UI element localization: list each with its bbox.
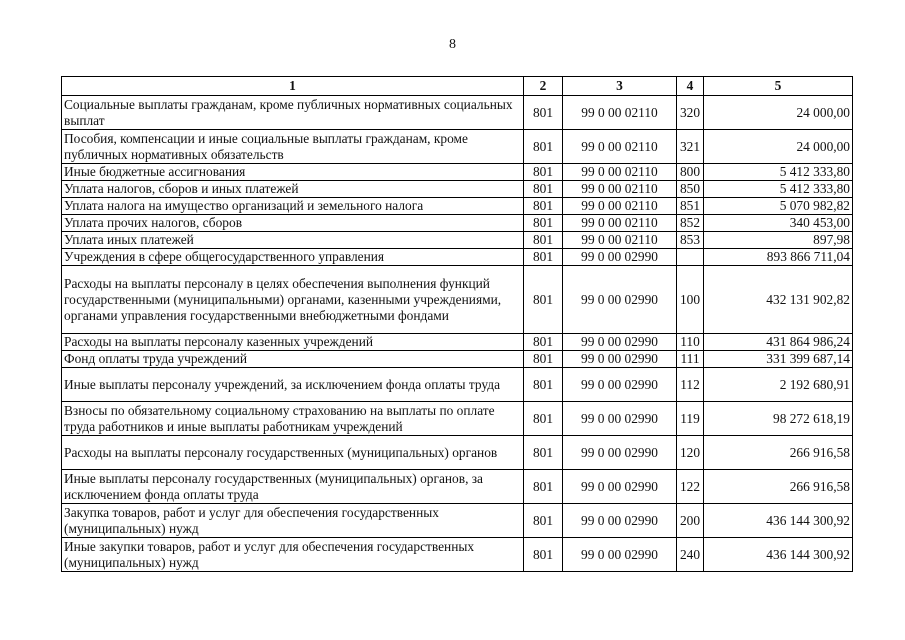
row-amount: 266 916,58 bbox=[704, 470, 853, 504]
row-expense-type: 111 bbox=[677, 351, 704, 368]
row-amount: 432 131 902,82 bbox=[704, 266, 853, 334]
row-expense-type: 120 bbox=[677, 436, 704, 470]
row-amount: 5 412 333,80 bbox=[704, 164, 853, 181]
row-expense-type: 853 bbox=[677, 232, 704, 249]
header-col-3: 3 bbox=[563, 77, 677, 96]
row-amount: 436 144 300,92 bbox=[704, 504, 853, 538]
row-target-code: 99 0 00 02990 bbox=[563, 470, 677, 504]
row-expense-type: 122 bbox=[677, 470, 704, 504]
row-name: Иные выплаты персоналу учреждений, за исключением фонда оплаты труда bbox=[62, 368, 524, 402]
row-section: 801 bbox=[524, 504, 563, 538]
table-row bbox=[62, 130, 853, 164]
row-amount: 24 000,00 bbox=[704, 96, 853, 130]
table-row bbox=[62, 470, 853, 504]
table-row bbox=[62, 232, 853, 249]
header-row bbox=[62, 77, 853, 96]
row-expense-type: 112 bbox=[677, 368, 704, 402]
row-target-code: 99 0 00 02990 bbox=[563, 436, 677, 470]
row-target-code: 99 0 00 02990 bbox=[563, 402, 677, 436]
row-section: 801 bbox=[524, 164, 563, 181]
table-row bbox=[62, 266, 853, 334]
row-name: Социальные выплаты гражданам, кроме публичных нормативных социальных выплат bbox=[62, 96, 524, 130]
row-target-code: 99 0 00 02110 bbox=[563, 215, 677, 232]
row-target-code: 99 0 00 02110 bbox=[563, 181, 677, 198]
row-expense-type: 850 bbox=[677, 181, 704, 198]
row-name: Фонд оплаты труда учреждений bbox=[62, 351, 524, 368]
row-amount: 331 399 687,14 bbox=[704, 351, 853, 368]
table-row bbox=[62, 504, 853, 538]
row-name: Расходы на выплаты персоналу казенных учреждений bbox=[62, 334, 524, 351]
row-expense-type: 119 bbox=[677, 402, 704, 436]
row-section: 801 bbox=[524, 538, 563, 572]
row-name: Учреждения в сфере общегосударственного управления bbox=[62, 249, 524, 266]
row-amount: 431 864 986,24 bbox=[704, 334, 853, 351]
row-target-code: 99 0 00 02110 bbox=[563, 198, 677, 215]
header-col-1: 1 bbox=[62, 77, 524, 96]
row-expense-type: 240 bbox=[677, 538, 704, 572]
row-target-code: 99 0 00 02110 bbox=[563, 96, 677, 130]
row-target-code: 99 0 00 02990 bbox=[563, 351, 677, 368]
row-expense-type bbox=[677, 249, 704, 266]
row-name: Уплата иных платежей bbox=[62, 232, 524, 249]
row-name: Уплата налогов, сборов и иных платежей bbox=[62, 181, 524, 198]
row-expense-type: 200 bbox=[677, 504, 704, 538]
row-target-code: 99 0 00 02990 bbox=[563, 266, 677, 334]
row-target-code: 99 0 00 02990 bbox=[563, 249, 677, 266]
row-name: Уплата налога на имущество организаций и земельного налога bbox=[62, 198, 524, 215]
row-name: Расходы на выплаты персоналу государственных (муниципальных) органов bbox=[62, 436, 524, 470]
row-target-code: 99 0 00 02110 bbox=[563, 232, 677, 249]
row-amount: 5 412 333,80 bbox=[704, 181, 853, 198]
row-amount: 24 000,00 bbox=[704, 130, 853, 164]
row-expense-type: 851 bbox=[677, 198, 704, 215]
row-expense-type: 800 bbox=[677, 164, 704, 181]
table-row bbox=[62, 249, 853, 266]
header-col-5: 5 bbox=[704, 77, 853, 96]
row-target-code: 99 0 00 02110 bbox=[563, 164, 677, 181]
row-expense-type: 852 bbox=[677, 215, 704, 232]
row-section: 801 bbox=[524, 470, 563, 504]
row-section: 801 bbox=[524, 368, 563, 402]
row-name: Расходы на выплаты персоналу в целях обеспечения выполнения функций государственными (муниципальными) органами, казенными учреждениями, органами управления государственными внебюджетными фондами bbox=[62, 266, 524, 334]
row-section: 801 bbox=[524, 436, 563, 470]
row-target-code: 99 0 00 02990 bbox=[563, 538, 677, 572]
table-row bbox=[62, 402, 853, 436]
row-expense-type: 100 bbox=[677, 266, 704, 334]
table-row bbox=[62, 198, 853, 215]
row-expense-type: 110 bbox=[677, 334, 704, 351]
row-target-code: 99 0 00 02990 bbox=[563, 368, 677, 402]
row-name: Иные бюджетные ассигнования bbox=[62, 164, 524, 181]
row-name: Иные закупки товаров, работ и услуг для обеспечения государственных (муниципальных) нужд bbox=[62, 538, 524, 572]
row-amount: 5 070 982,82 bbox=[704, 198, 853, 215]
row-expense-type: 321 bbox=[677, 130, 704, 164]
row-section: 801 bbox=[524, 181, 563, 198]
row-name: Уплата прочих налогов, сборов bbox=[62, 215, 524, 232]
header-col-4: 4 bbox=[677, 77, 704, 96]
header-col-2: 2 bbox=[524, 77, 563, 96]
row-section: 801 bbox=[524, 96, 563, 130]
row-amount: 266 916,58 bbox=[704, 436, 853, 470]
row-section: 801 bbox=[524, 249, 563, 266]
table-row bbox=[62, 96, 853, 130]
row-target-code: 99 0 00 02990 bbox=[563, 334, 677, 351]
row-amount: 897,98 bbox=[704, 232, 853, 249]
table-row bbox=[62, 538, 853, 572]
table-row bbox=[62, 334, 853, 351]
row-amount: 2 192 680,91 bbox=[704, 368, 853, 402]
row-amount: 98 272 618,19 bbox=[704, 402, 853, 436]
row-section: 801 bbox=[524, 215, 563, 232]
budget-table bbox=[61, 76, 853, 572]
table-row bbox=[62, 181, 853, 198]
row-expense-type: 320 bbox=[677, 96, 704, 130]
table-row bbox=[62, 351, 853, 368]
row-section: 801 bbox=[524, 232, 563, 249]
row-target-code: 99 0 00 02110 bbox=[563, 130, 677, 164]
table-row bbox=[62, 368, 853, 402]
row-section: 801 bbox=[524, 351, 563, 368]
row-section: 801 bbox=[524, 198, 563, 215]
row-section: 801 bbox=[524, 334, 563, 351]
row-name: Пособия, компенсации и иные социальные выплаты гражданам, кроме публичных нормативных обязательств bbox=[62, 130, 524, 164]
row-amount: 340 453,00 bbox=[704, 215, 853, 232]
row-section: 801 bbox=[524, 402, 563, 436]
table-row bbox=[62, 164, 853, 181]
row-amount: 893 866 711,04 bbox=[704, 249, 853, 266]
table-row bbox=[62, 215, 853, 232]
row-name: Закупка товаров, работ и услуг для обеспечения государственных (муниципальных) нужд bbox=[62, 504, 524, 538]
row-section: 801 bbox=[524, 266, 563, 334]
row-amount: 436 144 300,92 bbox=[704, 538, 853, 572]
page-number: 8 bbox=[449, 37, 456, 52]
row-section: 801 bbox=[524, 130, 563, 164]
row-name: Иные выплаты персоналу государственных (муниципальных) органов, за исключением фонда оплаты труда bbox=[62, 470, 524, 504]
table-row bbox=[62, 436, 853, 470]
row-name: Взносы по обязательному социальному страхованию на выплаты по оплате труда работников и иные выплаты работникам учреждений bbox=[62, 402, 524, 436]
row-target-code: 99 0 00 02990 bbox=[563, 504, 677, 538]
